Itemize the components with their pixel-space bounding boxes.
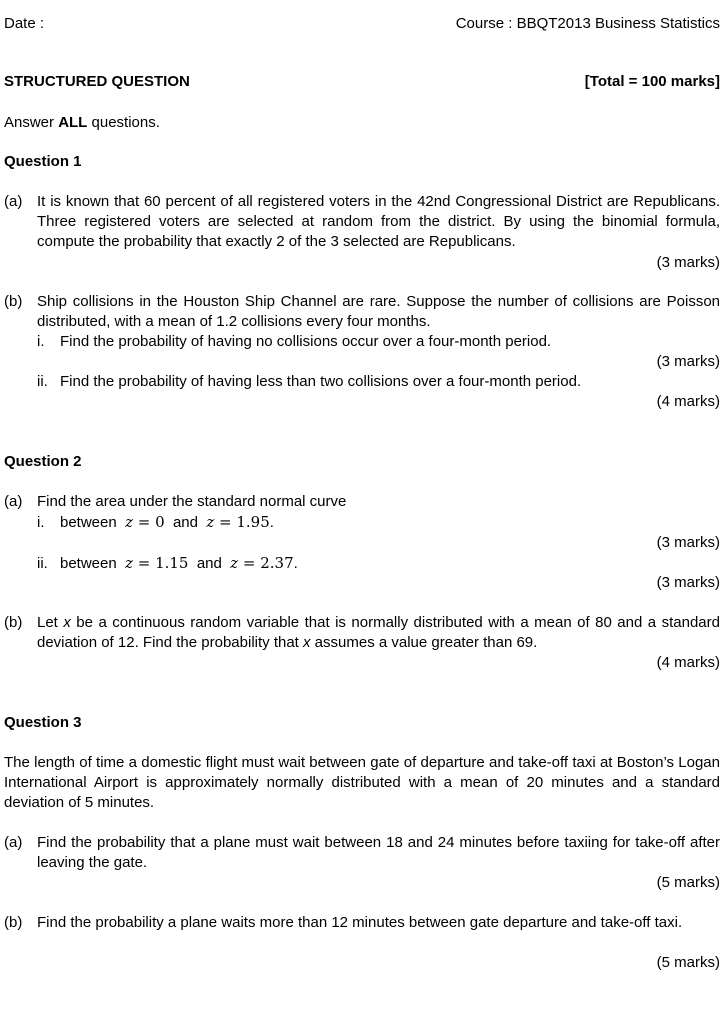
q2a-ii-val1: = 1.15 [132,554,189,572]
q2b-x1: x [63,614,71,631]
total-marks: [Total = 100 marks] [584,73,720,90]
q3b-marks: (5 marks) [656,954,720,971]
q2a-i-var2: z [206,513,215,531]
q2a-ii-and: and [196,555,222,572]
q2a-ii-between: between [60,555,117,572]
q1b-text: Ship collisions in the Houston Ship Channel are rare. Suppose the number of collisions are Poisson distributed, with a mean of 1.2 collisions every four months. [37,293,720,330]
q2b-text [37,613,720,653]
q1b-i-marks: (3 marks) [656,353,720,370]
q2a-ii-end: . [293,555,298,572]
instruction-bold: ALL [58,114,88,131]
q2a-i-label: i. [37,514,45,531]
instruction-suffix: questions. [87,114,160,131]
question-1-title: Question 1 [4,153,82,170]
q1b-ii-text: Find the probability of having less than two collisions over a four-month period. [60,373,582,390]
q2a-i-and: and [172,514,198,531]
section-title: STRUCTURED QUESTION [4,73,190,90]
q1b-i-label: i. [37,333,45,350]
q3b-label: (b) [4,914,23,931]
q2b-t3: assumes a value greater than 69. [310,634,538,651]
q2a-i-end: . [269,514,274,531]
question-2-title: Question 2 [4,453,82,470]
instruction-prefix: Answer [4,114,59,131]
q2a-ii [37,553,298,574]
q2a-ii-label: ii. [37,555,48,572]
q2b-t2: be a continuous random variable that is normally distributed with a mean of 80 and a standard deviation of 12. Find the probability that [37,614,720,651]
q2a-ii-val2: = 2.37 [238,554,294,572]
q1b-i-text: Find the probability of having no collisions occur over a four-month period. [60,333,552,350]
q1b-label: (b) [4,293,23,310]
q2b-t1: Let [37,614,64,631]
q3a-marks: (5 marks) [656,874,720,891]
q2a-i-between: between [60,514,117,531]
instruction [4,113,160,133]
q1b-ii [37,372,581,392]
q3a-text: Find the probability that a plane must wait between 18 and 24 minutes before taxiing for take-off after leaving the gate. [37,834,720,871]
q1a-marks: (3 marks) [656,254,720,271]
q2a-i-marks: (3 marks) [656,534,720,551]
q2b-x2: x [303,634,311,651]
q2a-ii-var2: z [230,554,239,572]
q1b-ii-marks: (4 marks) [656,393,720,410]
q2a-text: Find the area under the standard normal curve [37,493,347,510]
q2a-ii-marks: (3 marks) [656,574,720,591]
q1b-i [37,332,551,352]
q1a-text: It is known that 60 percent of all registered voters in the 42nd Congressional District are Republicans. Three registered voters are selected at random from the district. By using the binomial formula, compute the probability that exactly 2 of the 3 selected are Republicans. [37,193,720,250]
q2a-i-var1: z [125,513,133,531]
q1a-label: (a) [4,193,23,210]
date-label: Date : [4,15,45,32]
q2b-marks: (4 marks) [656,654,720,671]
q2a-ii-var1: z [125,554,133,572]
question-3-title: Question 3 [4,714,82,731]
q1b-ii-label: ii. [37,373,48,390]
q2a-i-val1: = 0 [132,513,165,531]
course-title: Course : BBQT2013 Business Statistics [455,15,720,32]
q2a-label: (a) [4,493,23,510]
q3a-label: (a) [4,834,23,851]
q3b-text: Find the probability a plane waits more than 12 minutes between gate departure and take-off taxi. [37,914,683,931]
q2a-i-val2: = 1.95 [214,513,270,531]
q3-intro: The length of time a domestic flight must wait between gate of departure and take-off taxi at Boston’s Logan International Airport is approximately normally distributed with a mean of 20 minutes and a standard deviation of 5 minutes. [4,754,720,811]
q2a-i [37,512,274,533]
q2b-label: (b) [4,614,23,631]
